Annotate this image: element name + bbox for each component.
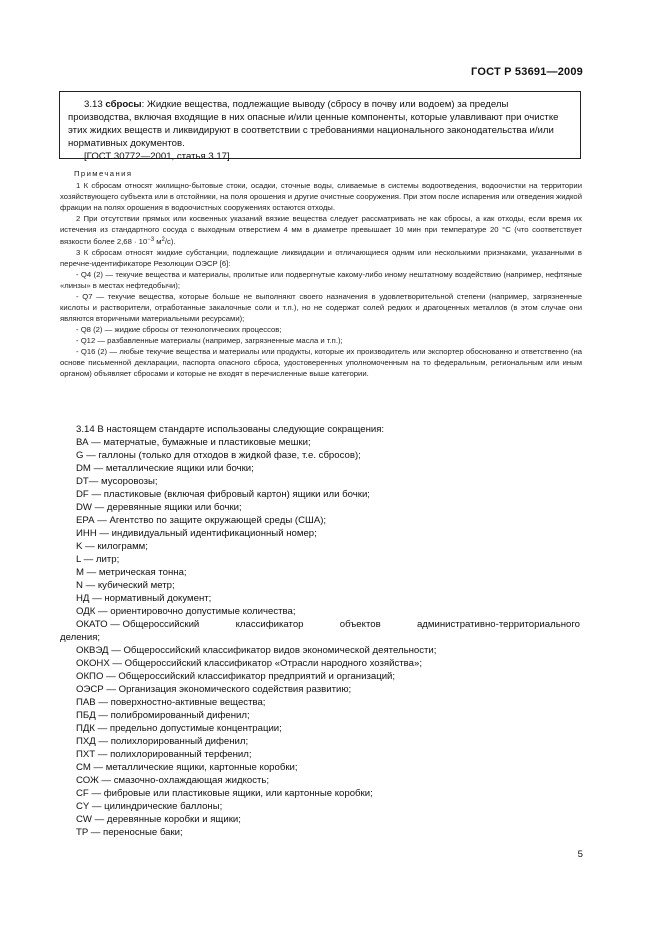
abbrev-item: ПХТ — полихлорированный терфенил; — [76, 749, 252, 760]
okato-word: административно-территориального — [416, 619, 580, 630]
note-2-unit-exponent: 2 — [161, 237, 165, 243]
abbrev-item: ВА — матерчатые, бумажные и пластиковые мешки; — [76, 437, 311, 448]
abbrev-item: НД — нормативный документ; — [76, 593, 212, 604]
abbrev-item: ОКВЭД — Общероссийский классификатор видов экономической деятельности; — [76, 645, 437, 656]
abbrev-item: ОЭСР — Организация экономического содействия развитию; — [76, 684, 352, 695]
notes-heading: Примечания — [74, 169, 133, 178]
abbrev-item: ОКПО — Общероссийский классификатор предприятий и организаций; — [76, 671, 396, 682]
abbrev-item: K — килограмм; — [76, 541, 148, 552]
abbrev-okato-line — [60, 618, 580, 631]
abbrev-item: G — галлоны (только для отходов в жидкой фазе, т.е. сбросов); — [76, 450, 361, 461]
definition-term: сбросы — [105, 99, 142, 110]
note-q7: - Q7 — текучие вещества, которые больше не выполняют своего назначения в удовлетворительной степени (например, загрязненные кислоты и растворители, отработанные закалочные соли и т.п.), но не содержат солей редких и драгоценных металлов (в этом случае они являются вторичными материальными ресурсами); — [60, 292, 582, 323]
abbrev-item: CY — цилиндрические баллоны; — [76, 801, 223, 812]
okato-word: объектов — [339, 619, 381, 630]
abbrev-item: СОЖ — смазочно-охлаждающая жидкость; — [76, 775, 270, 786]
notes-section — [60, 168, 582, 379]
abbrev-item: CF — фибровые или пластиковые ящики, или картонные коробки; — [76, 788, 373, 799]
note-2-text: 2 При отсутствии прямых или косвенных указаний вязкие вещества следует рассматривать не как сбросы, а как отходы, если время их истечения из стандартного сосуда с выходным отверстием 4 мм в диаметре превышает 10 мин при температуре 20 °С (что соответствует вязкости более 2,68 · 10 — [60, 214, 582, 246]
abbrev-okato-tail: деления; — [60, 632, 101, 643]
note-2 — [60, 213, 582, 247]
abbrev-item: DF — пластиковые (включая фибровый картон) ящики или бочки; — [76, 489, 370, 500]
abbreviations-section — [60, 423, 580, 839]
note-q4: - Q4 (2) — текучие вещества и материалы, пролитые или подвергнутые какому-либо иному нештатному воздействию (например, нефтяные «линзы» в местах нефтедобычи); — [60, 270, 582, 290]
abbrev-item: CW — деревянные коробки и ящики; — [76, 814, 241, 825]
document-id: ГОСТ Р 53691—2009 — [471, 66, 583, 78]
definition-body: : Жидкие вещества, подлежащие выводу (сбросу в почву или водоем) за пределы производства, включая входящие в них опасные и/или ценные компоненты, которые улавливают при очистке этих жидких веществ и ликвидируют в соответствии с требованиями национального законодательства и/или нормативных документов. — [68, 99, 559, 149]
note-2-unit-tail: /с). — [164, 237, 176, 246]
note-q8: - Q8 (2) — жидкие сбросы от технологических процессов; — [76, 325, 282, 334]
abbreviations-intro: 3.14 В настоящем стандарте использованы следующие сокращения: — [76, 424, 385, 435]
abbrev-item: ОКОНХ — Общероссийский классификатор «Отрасли народного хозяйства»; — [76, 658, 422, 669]
abbrev-item: ИНН — индивидуальный идентификационный номер; — [76, 528, 317, 539]
abbrev-item: ПБД — полибромированный дифенил; — [76, 710, 250, 721]
okato-word: классификатор — [235, 619, 304, 630]
abbrev-item: DM — металлические ящики или бочки; — [76, 463, 254, 474]
definition-text — [68, 98, 572, 150]
page-number: 5 — [577, 849, 583, 860]
abbrev-item: M — метрическая тонна; — [76, 567, 187, 578]
abbrev-item: СМ — металлические ящики, картонные коробки; — [76, 762, 298, 773]
abbrev-item: ПХД — полихлорированный дифенил; — [76, 736, 249, 747]
note-2-unit: м — [154, 237, 162, 246]
note-3: 3 К сбросам относят жидкие субстанции, подлежащие ликвидации и отличающиеся одним или несколькими признаками, указанными в перечне-идентификаторе Резолюции ОЭСР [6]: — [60, 248, 582, 268]
abbrev-item: ПАВ — поверхностно-активные вещества; — [76, 697, 266, 708]
note-1: 1 К сбросам относят жилищно-бытовые стоки, осадки, сточные воды, сливаемые в системы водоотведения, водоочистки на территории хозяйствующего субъекта или в отстойники, на поля орошения и другие очистные сооружения. При этом после испарения или отведения жидкой фракции на полях орошения в водоочистных сооружениях остаются отходы. — [60, 181, 582, 212]
abbrev-item: N — кубический метр; — [76, 580, 175, 591]
note-q16: - Q16 (2) — любые текучие вещества и материалы или продукты, которые их производитель или экспортер обоснованно и ответственно (на основе письменной декларации, паспорта опасного сброса, удостоверенных уполномоченным на то федеральным, региональным или иным органом) объявляет сбросами и которые не входят в перечисленные выше категории. — [60, 347, 582, 378]
definition-box — [59, 91, 581, 162]
abbrev-item: ОДК — ориентировочно допустимые количества; — [76, 606, 296, 617]
abbrev-item: DT— мусоровозы; — [76, 476, 158, 487]
note-q12: - Q12 — разбавленные материалы (например, загрязненные масла и т.п.); — [76, 336, 343, 345]
abbrev-item: L — литр; — [76, 554, 120, 565]
note-2-exponent: −3 — [147, 237, 155, 243]
abbrev-item: ПДК — предельно допустимые концентрации; — [76, 723, 282, 734]
abbrev-item: DW — деревянные ящики или бочки; — [76, 502, 242, 513]
abbrev-item: TP — переносные баки; — [76, 827, 183, 838]
definition-source: [ГОСТ 30772—2001, статья 3.17] — [84, 151, 230, 162]
definition-number: 3.13 — [84, 99, 103, 110]
abbrev-item: ЕРА — Агентство по защите окружающей среды (США); — [76, 515, 327, 526]
okato-word: ОКАТО — Общероссийский — [76, 619, 200, 630]
